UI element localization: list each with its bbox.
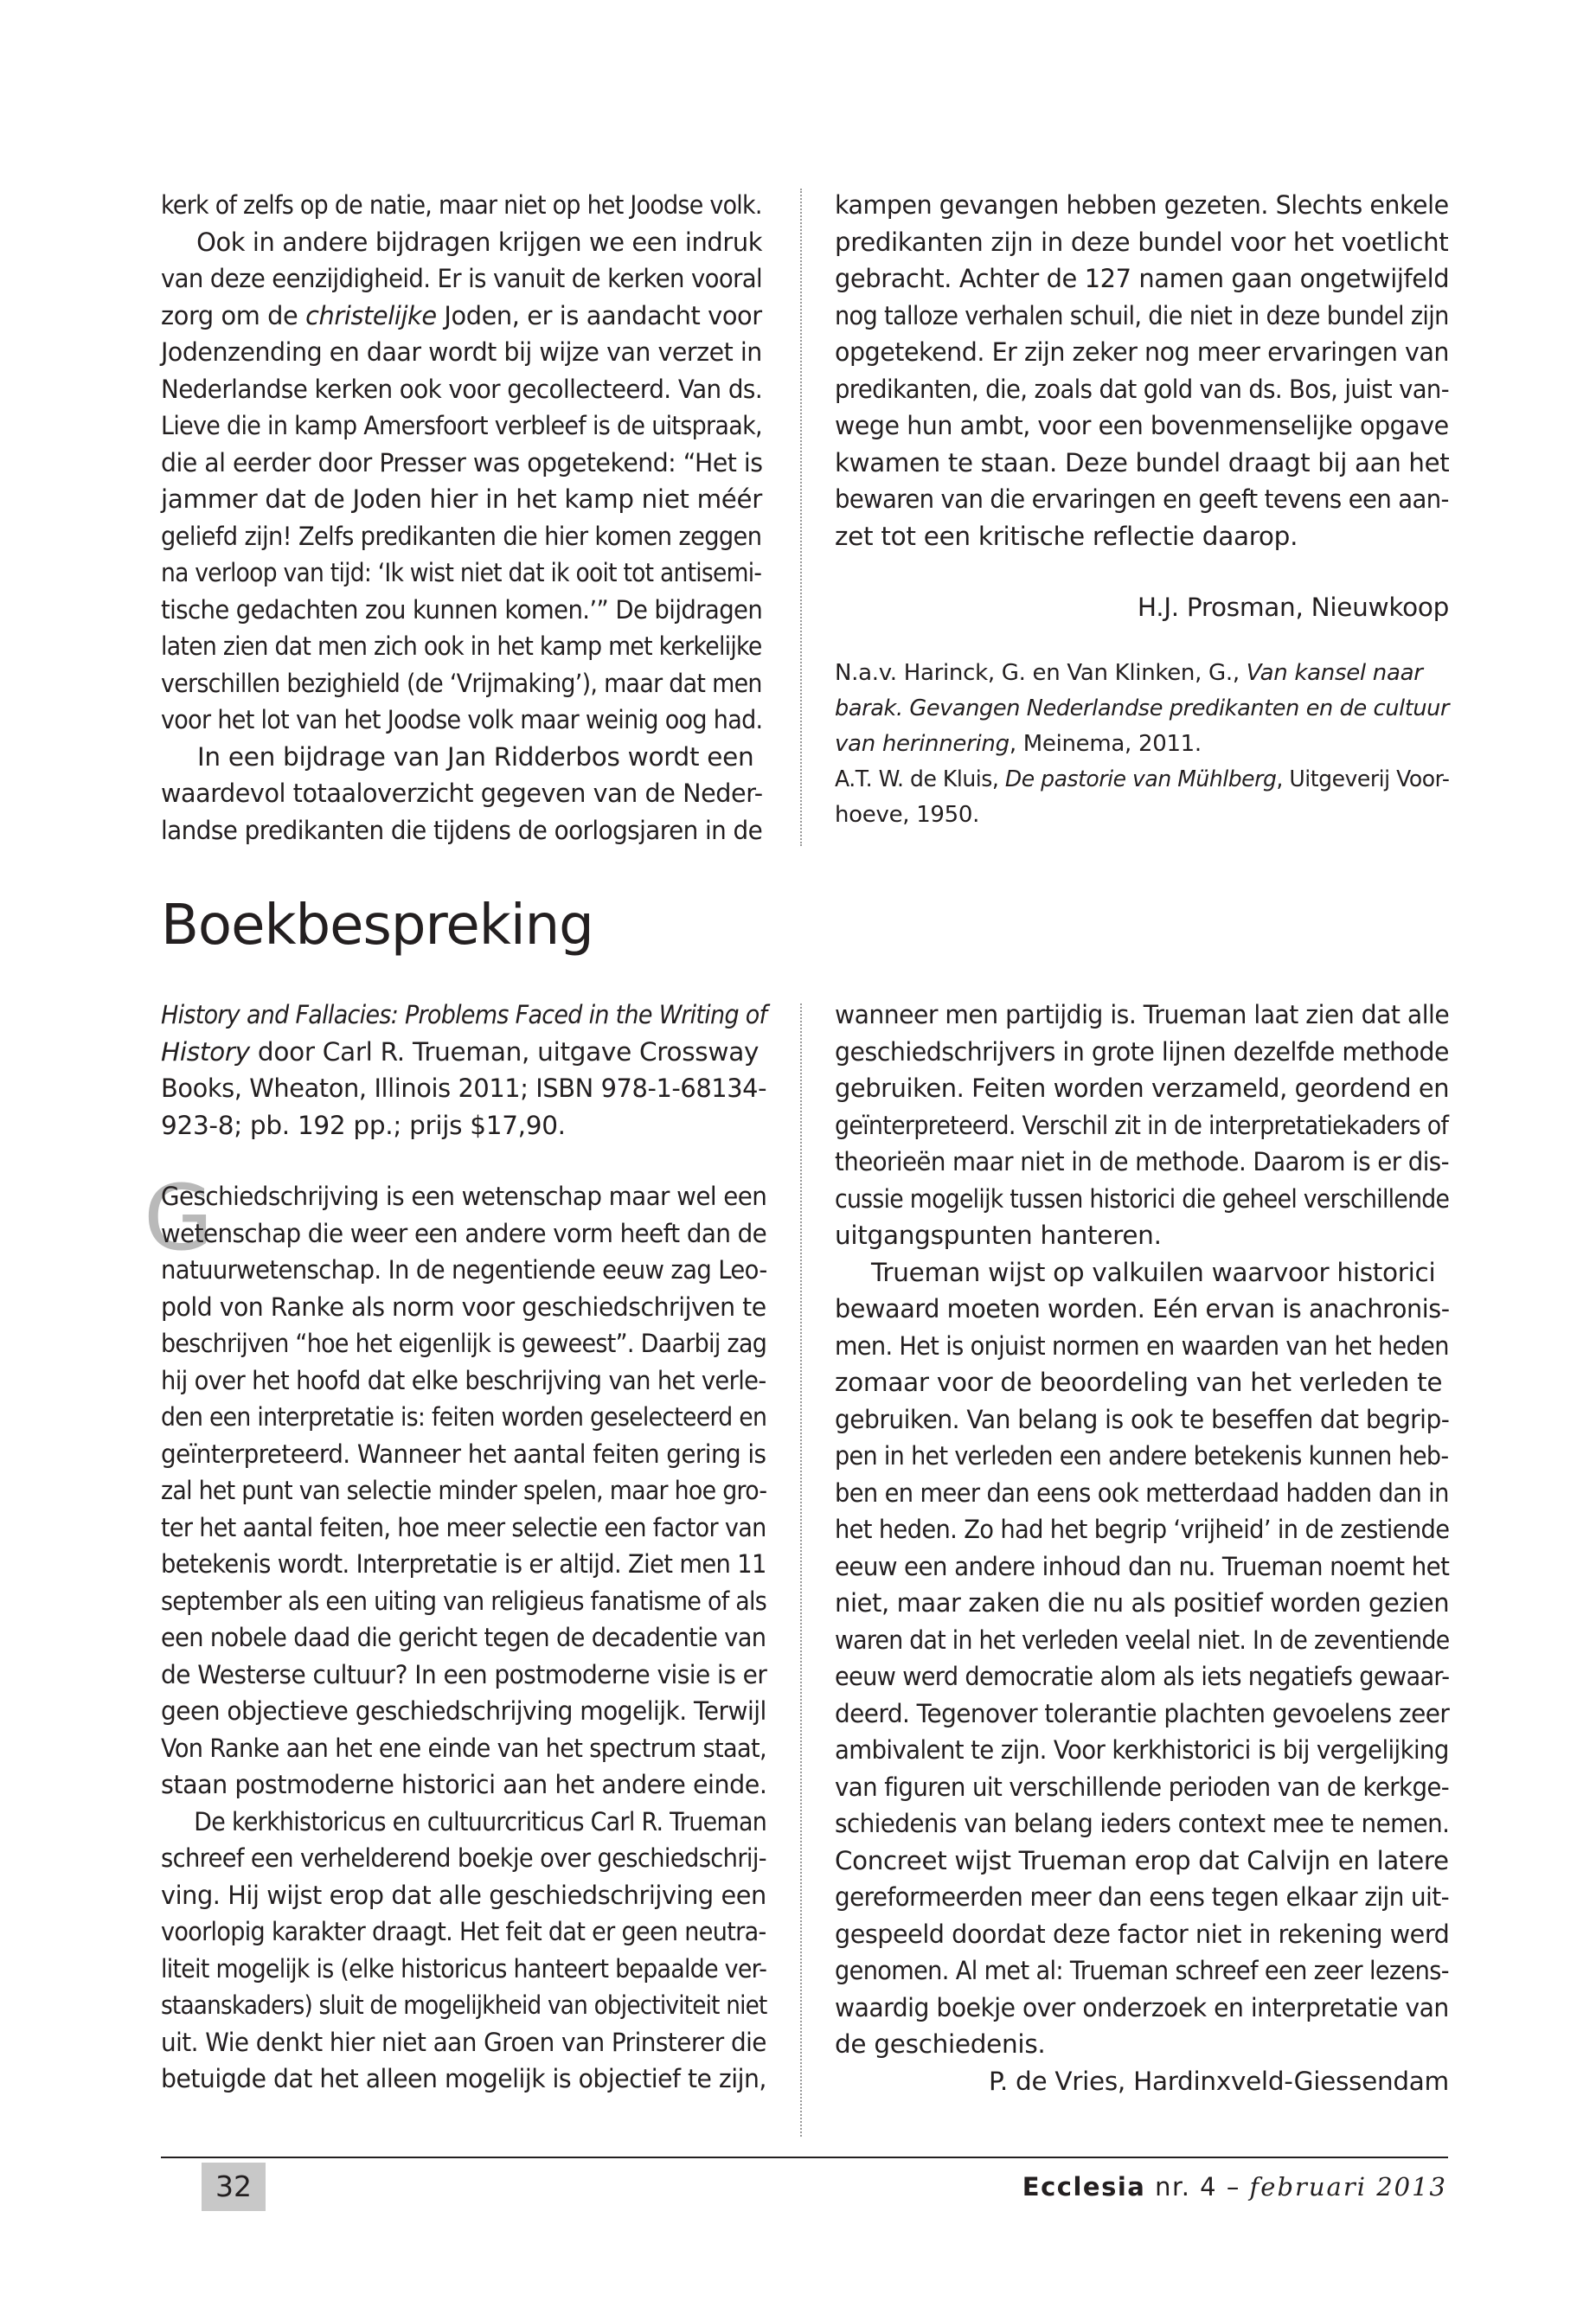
text-segment: waren dat in het verleden veelal niet. In de zeventiende	[835, 1625, 1450, 1655]
text-segment: eeuw een andere inhoud dan nu. Trueman noemt het	[835, 1551, 1450, 1581]
text-segment: Lieve die in kamp Amersfoort verbleef is de uitspraak,	[161, 411, 762, 440]
text-line	[835, 691, 1450, 727]
text-segment: gespeeld doordat deze factor niet in rekening werd	[835, 1919, 1450, 1949]
text-line	[835, 656, 1449, 691]
text-line	[161, 665, 762, 702]
text-line	[161, 2024, 766, 2061]
text-segment: genomen. Al met al: Trueman schreef een zeer lezens-	[835, 1956, 1449, 1985]
journal-date: februari 2013	[1249, 2172, 1447, 2202]
book-citation	[161, 997, 766, 1144]
text-segment: A.T. W. de Kluis,	[835, 766, 1005, 792]
italic-text: Van kansel naar	[1246, 659, 1423, 686]
text-line	[835, 1107, 1449, 1144]
review-column-left	[161, 1178, 766, 2098]
text-segment: geïnterpreteerd. Verschil zit in de interpretatiekaders of	[835, 1110, 1449, 1140]
text-line	[835, 1328, 1449, 1365]
text-line	[161, 1070, 767, 1107]
text-segment: beschrijven “hoe het eigenlijk is geweest”. Daarbij zag	[161, 1329, 767, 1358]
text-segment: 923-8; pb. 192 pp.; prijs $17,90.	[161, 1110, 566, 1140]
text-line	[161, 775, 763, 812]
text-line	[161, 1178, 767, 1215]
text-segment: verschillen bezighield (de ‘Vrijmaking’), maar dat men	[161, 668, 762, 698]
text-segment: gebracht. Achter de 127 namen gaan ongetwijfeld	[835, 264, 1450, 293]
text-line	[161, 1362, 766, 1400]
review-signature: P. de Vries, Hardinxveld-Giessendam	[988, 2066, 1449, 2096]
text-segment: nog talloze verhalen schuil, die niet in deze bundel zijn	[835, 300, 1449, 330]
text-line	[835, 1181, 1450, 1218]
text-segment: bewaren van die ervaringen en geeft tevens een aan-	[835, 484, 1449, 514]
text-segment: geliefd zijn! Zelfs predikanten die hier komen zeggen	[161, 521, 762, 551]
text-segment: Books, Wheaton, Illinois 2011; ISBN 978-1-68134-	[161, 1074, 767, 1103]
text-segment: hij over het hoofd dat elke beschrijving van het verle-	[161, 1365, 766, 1395]
text-line	[161, 371, 763, 408]
text-segment: waardig boekje over onderzoek en interpretatie van	[835, 1992, 1449, 2022]
text-segment: schreef een verhelderend boekje over geschiedschrij-	[161, 1843, 766, 1873]
text-segment: Trueman wijst op valkuilen waarvoor historici	[871, 1257, 1436, 1287]
text-segment: den een interpretatie is: feiten worden geselecteerd en	[161, 1402, 767, 1432]
article-column-right	[835, 187, 1449, 833]
text-line	[161, 1472, 767, 1509]
text-line	[835, 224, 1449, 261]
text-line	[835, 1034, 1450, 1071]
text-line	[161, 1215, 767, 1253]
text-segment: uitgangspunten hanteren.	[835, 1221, 1162, 1250]
text-line	[161, 1951, 767, 1988]
review-column-right	[835, 997, 1449, 2099]
text-line	[835, 187, 1449, 224]
text-segment: betuigde dat het alleen mogelijk is objectief te zijn,	[161, 2064, 766, 2093]
text-segment: kwamen te staan. Deze bundel draagt bij aan het	[835, 447, 1450, 478]
text-line	[161, 1583, 767, 1620]
text-line	[161, 1693, 766, 1730]
text-line	[835, 1622, 1450, 1659]
text-line	[161, 224, 763, 261]
text-line	[161, 1840, 766, 1877]
text-line	[161, 1034, 766, 1071]
text-segment: niet, maar zaken die nu als positief worden gezien	[835, 1588, 1450, 1618]
text-line	[835, 1769, 1450, 1806]
italic-text: De pastorie van Mühlberg	[1004, 766, 1277, 792]
italic-text: van herinnering	[835, 730, 1010, 757]
text-segment: die al eerder door Presser was opgetekend: “Het is	[161, 447, 763, 478]
text-segment: opgetekend. Er zijn zeker nog meer ervaringen van	[835, 337, 1450, 367]
text-line	[835, 2026, 1449, 2063]
text-line	[835, 727, 1449, 762]
drop-cap: G	[144, 1165, 214, 1271]
text-segment: eeuw werd democratie alom als iets negatiefs gewaar-	[835, 1662, 1450, 1691]
italic-text: barak. Gevangen Nederlandse predikanten en de cultuur	[835, 695, 1450, 721]
text-segment: zal het punt van selectie minder spelen, maar hoe gro-	[161, 1476, 767, 1505]
text-line	[161, 407, 762, 445]
text-line	[835, 1144, 1450, 1181]
text-line	[835, 1658, 1450, 1695]
text-line	[835, 407, 1449, 445]
italic-text: History and Fallacies: Problems Faced in the Writing of	[161, 1000, 767, 1029]
text-line	[161, 1766, 767, 1804]
text-segment: staan postmoderne historici aan het andere einde.	[161, 1770, 767, 1799]
text-line	[835, 371, 1450, 408]
text-line	[835, 997, 1450, 1034]
text-segment: bewaard moeten worden. Eén ervan is anachronis-	[835, 1294, 1450, 1324]
text-line	[835, 1438, 1449, 1475]
text-segment: N.a.v. Harinck, G. en Van Klinken, G.,	[835, 659, 1247, 686]
text-segment: Nederlandse kerken ook voor gecollecteerd. Van ds.	[161, 374, 763, 404]
text-segment: In een bijdrage van Jan Ridderbos wordt een	[197, 741, 754, 772]
text-line	[161, 628, 762, 665]
text-segment: betekenis wordt. Interpretatie is er altijd. Ziet men 11	[161, 1549, 766, 1579]
text-line	[835, 298, 1449, 335]
text-line	[161, 1877, 766, 1914]
section-title: Boekbespreking	[161, 894, 593, 958]
text-segment: wege hun ambt, voor een bovenmenselijke opgave	[835, 411, 1449, 440]
text-segment: ving. Hij wijst erop dat alle geschiedschrijving een	[161, 1880, 766, 1910]
text-line	[835, 1805, 1450, 1843]
text-segment: predikanten zijn in deze bundel voor het voetlicht	[835, 227, 1449, 257]
text-segment: liteit mogelijk is (elke historicus hanteert bepaalde ver-	[161, 1953, 767, 1984]
text-segment: zomaar voor de beoordeling van het verleden te	[835, 1368, 1443, 1397]
text-segment: kampen gevangen hebben gezeten. Slechts enkele	[835, 190, 1449, 220]
text-segment: uit. Wie denkt hier niet aan Groen van Prinsterer die	[161, 2027, 766, 2057]
text-segment: De kerkhistoricus en cultuurcriticus Carl R. Trueman	[194, 1806, 767, 1836]
text-segment: kerk of zelfs op de natie, maar niet op het Joodse volk.	[161, 190, 762, 220]
text-segment: landse predikanten die tijdens de oorlogsjaren in de	[161, 815, 763, 845]
text-segment: theorieën maar niet in de methode. Daarom is er dis-	[835, 1147, 1450, 1176]
text-segment: pen in het verleden een andere betekenis kunnen heb-	[835, 1441, 1449, 1471]
text-line	[835, 518, 1449, 555]
text-segment: Jodenzending en daar wordt bij wijze van verzet in	[161, 337, 762, 367]
text-segment: deerd. Tegenover tolerantie plachten gevoelens zeer	[835, 1698, 1450, 1728]
text-segment: geïnterpreteerd. Wanneer het aantal feiten gering is	[161, 1439, 766, 1469]
text-line	[161, 481, 762, 518]
text-segment: ambivalent te zijn. Voor kerkhistorici is bij vergelijking	[835, 1735, 1449, 1765]
text-segment: tische gedachten zou kunnen komen.’” De bijdragen	[161, 594, 763, 625]
text-segment: hoeve, 1950.	[835, 801, 980, 828]
text-line	[835, 1843, 1449, 1880]
text-segment: september als een uiting van religieus fanatisme of als	[161, 1586, 767, 1616]
article-column-left	[161, 187, 762, 849]
text-segment: Von Ranke aan het ene einde van het spectrum staat,	[161, 1733, 767, 1763]
text-line	[835, 1916, 1450, 1953]
text-segment: zet tot een kritische reflectie daarop.	[835, 521, 1298, 551]
text-segment: laten zien dat men zich ook in het kamp met kerkelijke	[161, 631, 762, 661]
journal-issue: nr. 4	[1155, 2172, 1218, 2202]
text-line	[835, 481, 1449, 518]
text-line	[835, 1548, 1450, 1586]
footer-rule	[161, 2157, 1448, 2158]
text-line	[835, 1990, 1449, 2027]
text-line	[835, 1401, 1450, 1439]
text-line	[161, 1730, 767, 1767]
author-signature: H.J. Prosman, Nieuwkoop	[1137, 593, 1449, 622]
text-line	[161, 1987, 767, 2024]
text-segment: ben en meer dan eens ook metterdaad hadden dan in	[835, 1477, 1449, 1508]
text-line	[161, 1546, 766, 1583]
text-line	[161, 1325, 767, 1362]
text-line	[835, 1695, 1450, 1733]
text-line	[161, 812, 763, 849]
text-segment: een nobele daad die gericht tegen de decadentie van	[161, 1623, 766, 1652]
text-line	[835, 445, 1450, 482]
text-line	[161, 1619, 766, 1657]
text-segment: Ook in andere bijdragen krijgen we een indruk	[196, 227, 763, 257]
text-line	[835, 1217, 1449, 1254]
journal-footer	[1022, 2168, 1447, 2206]
text-line	[835, 1291, 1450, 1328]
text-line	[835, 1732, 1449, 1769]
text-line	[835, 762, 1450, 798]
text-line	[161, 1289, 766, 1326]
text-segment: wetenschap die weer een andere vorm heeft dan de	[161, 1218, 767, 1248]
italic-text: History	[161, 1036, 250, 1067]
text-segment: de geschiedenis.	[835, 2029, 1046, 2059]
text-segment: na verloop van tijd: ‘Ik wist niet dat ik ooit tot antisemi-	[161, 558, 762, 587]
text-line	[835, 1254, 1449, 1292]
text-segment: geen objectieve geschiedschrijving mogelijk. Terwijl	[161, 1696, 766, 1726]
text-segment: Geschiedschrijving is een wetenschap maar wel een	[161, 1182, 767, 1211]
text-segment: gereformeerden meer dan eens tegen elkaar zijn uit-	[835, 1882, 1450, 1912]
italic-text: christelijke	[305, 300, 437, 330]
text-line	[161, 1804, 767, 1841]
text-segment: schiedenis van belang ieders context mee te nemen.	[835, 1809, 1450, 1838]
text-segment: Concreet wijst Trueman erop dat Calvijn en latere	[835, 1845, 1449, 1875]
text-line	[835, 1364, 1449, 1401]
text-segment: men. Het is onjuist normen en waarden van het heden	[835, 1330, 1449, 1361]
text-line	[161, 1107, 766, 1144]
article-text	[835, 187, 1449, 554]
text-segment: pold von Ranke als norm voor geschiedschrijven te	[161, 1292, 766, 1322]
text-line	[161, 1252, 767, 1289]
text-segment: zorg om de	[161, 300, 306, 330]
text-line	[161, 554, 762, 592]
page-number: 32	[202, 2163, 266, 2211]
footer-dash: –	[1226, 2172, 1240, 2202]
text-segment: staanskaders) sluit de mogelijkheid van objectiviteit niet	[161, 1990, 767, 2020]
column-divider	[800, 1003, 802, 2137]
text-line	[161, 1436, 766, 1473]
text-line	[161, 1657, 767, 1694]
text-segment: van figuren uit verschillende perioden van de kerkge-	[835, 1772, 1450, 1802]
text-line	[835, 260, 1450, 298]
text-line	[161, 187, 762, 224]
text-segment: geschiedschrijvers in grote lijnen dezelfde methode	[835, 1036, 1450, 1067]
text-segment: gebruiken. Van belang is ook te beseffen dat begrip-	[835, 1404, 1450, 1434]
text-line	[161, 1509, 766, 1547]
text-line	[161, 518, 762, 555]
text-line	[161, 592, 763, 629]
text-line	[835, 334, 1450, 371]
text-segment: , Uitgeverij Voor-	[1276, 766, 1450, 792]
text-segment: predikanten, die, zoals dat gold van ds. Bos, juist van-	[835, 374, 1450, 404]
text-segment: gebruiken. Feiten worden verzameld, geordend en	[835, 1074, 1450, 1103]
journal-name: Ecclesia	[1022, 2172, 1146, 2202]
text-segment: de Westerse cultuur? In een postmoderne visie is er	[161, 1659, 767, 1689]
text-segment: jammer dat de Joden hier in het kamp niet méér	[161, 484, 762, 514]
text-line	[161, 334, 762, 371]
text-line	[835, 1511, 1450, 1548]
text-segment: het heden. Zo had het begrip ‘vrijheid’ in de zestiende	[835, 1515, 1450, 1544]
text-line	[161, 260, 763, 298]
text-line	[835, 1475, 1449, 1512]
text-segment: cussie mogelijk tussen historici die geheel verschillende	[835, 1183, 1450, 1214]
text-line	[161, 1913, 766, 1951]
text-line	[161, 702, 763, 739]
text-line	[161, 298, 762, 335]
text-line	[161, 739, 762, 776]
text-line	[161, 1399, 767, 1436]
column-divider	[800, 189, 802, 846]
text-segment: waardevol totaaloverzicht gegeven van de Neder-	[161, 779, 763, 808]
text-line	[835, 1952, 1449, 1990]
text-segment: wanneer men partijdig is. Trueman laat zien dat alle	[835, 1000, 1450, 1029]
text-segment: van deze eenzijdigheid. Er is vanuit de kerken vooral	[161, 264, 763, 293]
text-segment: voor het lot van het Joodse volk maar weinig oog had.	[161, 705, 763, 734]
text-line	[161, 445, 763, 482]
text-line	[161, 2061, 766, 2098]
references	[835, 656, 1449, 833]
text-line	[835, 1070, 1450, 1107]
text-line	[835, 1585, 1450, 1622]
text-line	[161, 997, 767, 1034]
text-segment: voorlopig karakter draagt. Het feit dat er geen neutra-	[161, 1917, 766, 1946]
text-line	[835, 798, 1449, 833]
text-segment: ter het aantal feiten, hoe meer selectie een factor van	[161, 1512, 766, 1542]
text-segment: Joden, er is aandacht voor	[436, 300, 762, 330]
text-segment: natuurwetenschap. In de negentiende eeuw zag Leo-	[161, 1255, 767, 1285]
text-segment: , Meinema, 2011.	[1009, 730, 1202, 757]
review-text	[835, 997, 1449, 2063]
text-line	[835, 1879, 1450, 1916]
text-segment: door Carl R. Trueman, uitgave Crossway	[249, 1036, 760, 1067]
